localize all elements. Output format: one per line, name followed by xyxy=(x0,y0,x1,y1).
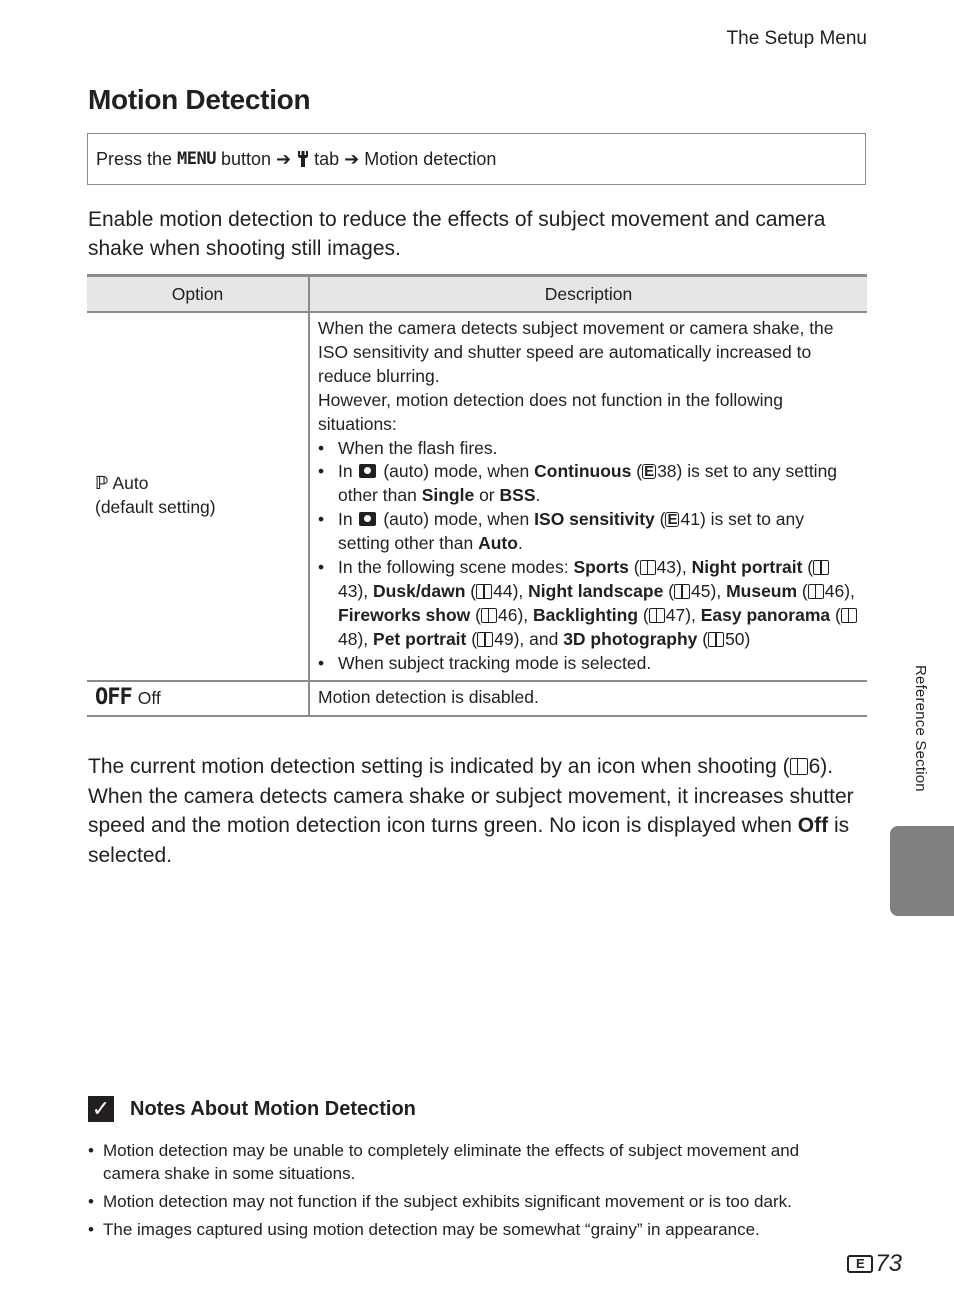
scene-mode-name: Sports xyxy=(573,557,629,578)
list-item: • In (auto) mode, when ISO sensitivity ( E 41) is set to any setting other than Auto. xyxy=(318,508,859,556)
option-auto-label: Auto xyxy=(112,473,149,494)
book-reference-icon xyxy=(790,758,808,775)
bullet-text: ) is set to any setting other than xyxy=(338,509,805,554)
option-cell-off xyxy=(87,681,309,716)
side-section-tab xyxy=(890,826,954,916)
table-row-auto xyxy=(87,312,867,681)
setting-name: Off xyxy=(797,814,829,837)
list-item: • Motion detection may be unable to completely eliminate the effects of subject movement and camera shake in some situations. xyxy=(88,1139,858,1185)
scene-mode-name: Easy panorama xyxy=(700,604,831,625)
book-reference-icon xyxy=(481,608,497,623)
notes-heading xyxy=(88,1096,416,1122)
page-number-value: 73 xyxy=(875,1250,902,1277)
page-ref: 43 xyxy=(338,580,358,601)
book-reference-icon xyxy=(476,584,492,599)
option-cell-auto xyxy=(87,312,309,681)
bullet-text: (auto) mode, when xyxy=(383,461,530,482)
column-header-description: Description xyxy=(309,276,867,313)
off-icon: OFF xyxy=(95,684,132,710)
exceptions-list xyxy=(318,437,859,676)
intro-paragraph: Enable motion detection to reduce the effects of subject movement and camera shake when shooting still images. xyxy=(88,208,826,260)
bullet-text: or xyxy=(479,485,495,506)
book-reference-icon xyxy=(640,560,656,575)
page-ref: 6 xyxy=(808,755,821,778)
setting-name: BSS xyxy=(499,485,536,506)
list-item: • In (auto) mode, when Continuous ( E 38) is set to any setting other than Single or BSS. xyxy=(318,460,859,508)
book-reference-icon xyxy=(649,608,665,623)
menu-destination: Motion detection xyxy=(364,148,497,169)
description-cell-auto xyxy=(309,312,867,681)
list-item: • In the following scene modes: Sports ( 43), Night portrait (43), Dusk/dawn ( 44), Night landscape ( 45), Museum ( 46), Fireworks show ( 46), Backlighting ( 47), Easy panorama (48), Pet portrait ( 49), and 3D photography ( 50) xyxy=(318,556,859,652)
page-ref: 43 xyxy=(656,557,677,578)
auto-desc-2: However, motion detection does not function in the following situations: xyxy=(318,389,784,434)
bullet-text: When subject tracking mode is selected. xyxy=(338,652,652,673)
reference-section-icon: E xyxy=(644,463,655,481)
column-header-option: Option xyxy=(87,276,309,313)
reference-section-icon: E xyxy=(667,511,678,529)
book-reference-icon xyxy=(477,632,493,647)
follow-paragraph xyxy=(88,752,878,870)
list-item: • Motion detection may not function if the subject exhibits significant movement or is too dark. xyxy=(88,1190,858,1213)
menu-path-box xyxy=(87,133,866,185)
scene-mode-name: 3D photography xyxy=(563,628,698,649)
page-ref: 48 xyxy=(338,628,358,649)
page-ref: 46 xyxy=(497,604,518,625)
book-reference-icon xyxy=(808,584,824,599)
bullet-text: In xyxy=(338,461,353,482)
button-word: button xyxy=(221,148,272,169)
motion-detection-icon: ℙ xyxy=(95,473,109,494)
auto-desc-1: When the camera detects subject movement or camera shake, the ISO sensitivity and shutter speed are automatically increased to reduce blurring. xyxy=(318,318,834,386)
page-ref: 49 xyxy=(494,628,514,649)
page-number xyxy=(847,1250,902,1278)
arrow-right-icon: ➔ xyxy=(344,148,360,169)
scene-mode-name: Dusk/dawn xyxy=(373,580,466,601)
wrench-icon xyxy=(296,150,310,168)
bullet-text: and xyxy=(529,628,559,649)
bullet-text: When the flash fires. xyxy=(338,437,498,458)
page-ref: 50 xyxy=(725,628,745,649)
notes-list xyxy=(88,1139,858,1246)
option-auto-sublabel: (default setting) xyxy=(95,497,216,518)
book-reference-icon xyxy=(674,584,690,599)
scene-mode-name: Fireworks show xyxy=(338,604,471,625)
page-ref: 46 xyxy=(824,580,845,601)
scene-mode-name: Pet portrait xyxy=(373,628,467,649)
camera-auto-mode-icon xyxy=(359,512,376,526)
setting-name: Single xyxy=(421,485,475,506)
page-title: Motion Detection xyxy=(88,84,311,115)
table-row-off xyxy=(87,681,867,716)
list-item: • The images captured using motion detection may be somewhat “grainy” in appearance. xyxy=(88,1218,858,1241)
book-reference-icon xyxy=(708,632,724,647)
description-cell-off: Motion detection is disabled. xyxy=(309,681,867,716)
tab-word: tab xyxy=(314,148,340,169)
page-ref: 38 xyxy=(657,461,677,482)
section-header: The Setup Menu xyxy=(726,28,867,49)
book-reference-icon xyxy=(841,608,857,623)
bullet-text: In the following scene modes: xyxy=(338,557,569,578)
option-off-label: Off xyxy=(137,687,161,708)
bullet-text: In xyxy=(338,509,353,530)
setting-name: ISO sensitivity xyxy=(534,509,655,530)
options-table xyxy=(87,274,867,717)
page-ref: 47 xyxy=(665,604,686,625)
arrow-right-icon: ➔ xyxy=(276,148,292,169)
setting-name: Continuous xyxy=(534,461,632,482)
camera-auto-mode-icon xyxy=(359,464,376,478)
page-ref: 45 xyxy=(691,580,711,601)
book-reference-icon xyxy=(813,560,829,575)
page-ref: 44 xyxy=(493,580,513,601)
bullet-text: (auto) mode, when xyxy=(383,509,530,530)
list-item xyxy=(318,652,859,676)
checkmark-icon: ✓ xyxy=(88,1096,114,1122)
scene-mode-name: Backlighting xyxy=(533,604,639,625)
page-ref: 41 xyxy=(680,509,700,530)
paragraph-text: ). When the camera detects camera shake or subject movement, it increases shutter speed and the motion detection icon turns green. No icon is displayed when xyxy=(88,755,854,837)
paragraph-text: The current motion detection setting is indicated by an icon when shooting ( xyxy=(88,755,790,778)
scene-mode-name: Night landscape xyxy=(528,580,664,601)
reference-section-icon: E xyxy=(847,1255,873,1273)
setting-name: Auto xyxy=(478,533,518,554)
paragraph-text: is selected. xyxy=(88,814,850,867)
side-section-label: Reference Section xyxy=(912,665,929,792)
scene-mode-name: Museum xyxy=(726,580,798,601)
press-the-text: Press the xyxy=(96,148,173,169)
bullet-text: ) is set to any setting other than xyxy=(338,461,838,506)
scene-mode-name: Night portrait xyxy=(691,557,803,578)
menu-button-icon: MENU xyxy=(177,149,216,169)
list-item xyxy=(318,437,859,461)
notes-title: Notes About Motion Detection xyxy=(130,1097,416,1120)
